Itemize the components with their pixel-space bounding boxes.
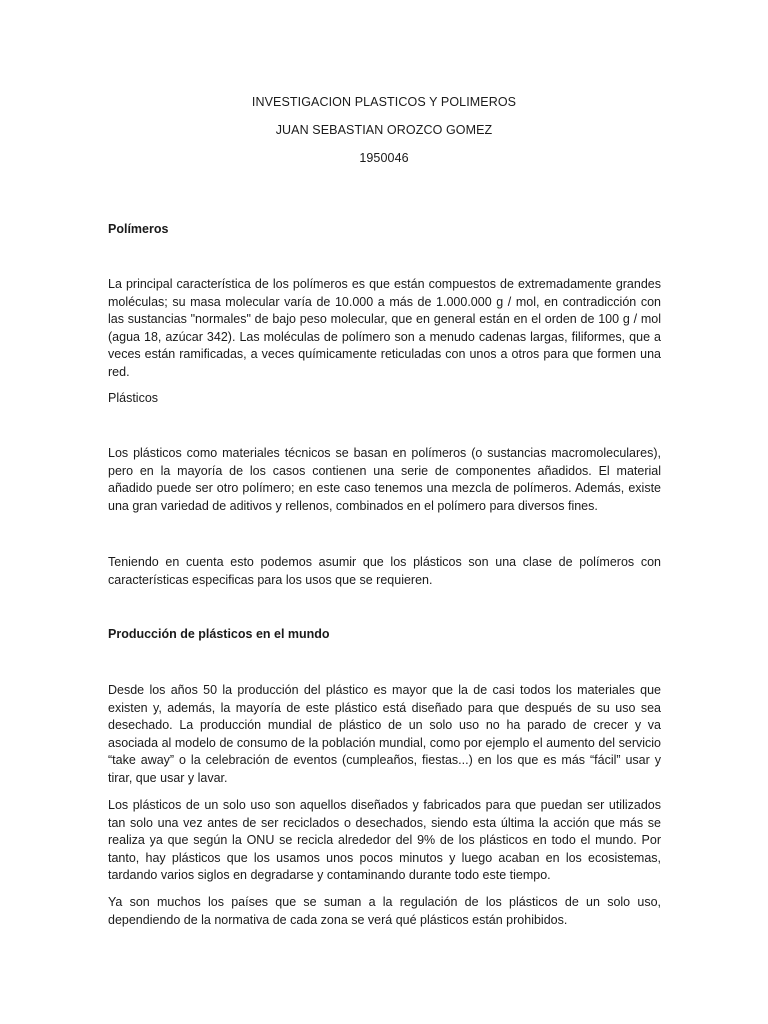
paragraph-produccion-1: Desde los años 50 la producción del plástico es mayor que la de casi todos los materiales que existen y, además, la mayoría de este plástico está diseñado para que después de su uso sea desechado. La producción mundial de plástico de un solo uso no ha parado de crecer y va asociada al modelo de consumo de la población mundial, como por ejemplo el aumento del servicio “take away” o la celebración de eventos (cumpleaños, fiestas...) en los que es más “fácil” usar y tirar, que usar y lavar. — [108, 683, 661, 785]
paragraph-plasticos-2: Teniendo en cuenta esto podemos asumir que los plásticos son una clase de polímeros con características especificas para los usos que se requieren. — [108, 555, 661, 587]
paragraph-produccion-2: Los plásticos de un solo uso son aquellos diseñados y fabricados para que puedan ser utilizados tan solo una vez antes de ser reciclados o desechados, siendo esta última la acción que más se realiza ya que según la ONU se recicla alrededor del 9% de los plásticos en todo el mundo. Por tanto, hay plásticos que los usamos unos pocos minutos y luego acaban en los ecosistemas, tardando varios siglos en degradarse y contaminando durante todo este tiempo. — [108, 798, 661, 883]
student-id: 1950046 — [359, 151, 409, 165]
paragraph-polimeros: La principal característica de los polímeros es que están compuestos de extremadamente grandes moléculas; su masa molecular varía de 10.000 a más de 1.000.000 g / mol, en contradicción con las sustancias "normales" de bajo peso molecular, que en general están en el orden de 100 g / mol (agua 18, azúcar 342). Las moléculas de polímero son a menudo cadenas largas, filiformes, que a veces están ramificadas, a veces químicamente reticuladas con unos a otros para que formen una red. — [108, 277, 661, 379]
paragraph-plasticos-1: Los plásticos como materiales técnicos se basan en polímeros (o sustancias macromoleculares), pero en la mayoría de los casos contienen una serie de componentes añadidos. El material añadido puede ser otro polímero; en este caso tenemos una mezcla de polímeros. Además, existe una gran variedad de aditivos y rellenos, combinados en el polímero para diversos fines. — [108, 446, 661, 513]
paragraph-produccion-3: Ya son muchos los países que se suman a la regulación de los plásticos de un solo uso, dependiendo de la normativa de cada zona se verá qué plásticos están prohibidos. — [108, 895, 661, 927]
author-name: JUAN SEBASTIAN OROZCO GOMEZ — [275, 123, 493, 137]
heading-plasticos: Plásticos — [108, 391, 159, 405]
heading-produccion: Producción de plásticos en el mundo — [108, 627, 330, 641]
heading-polimeros: Polímeros — [108, 222, 169, 236]
document-title: INVESTIGACION PLASTICOS Y POLIMEROS — [251, 95, 517, 109]
